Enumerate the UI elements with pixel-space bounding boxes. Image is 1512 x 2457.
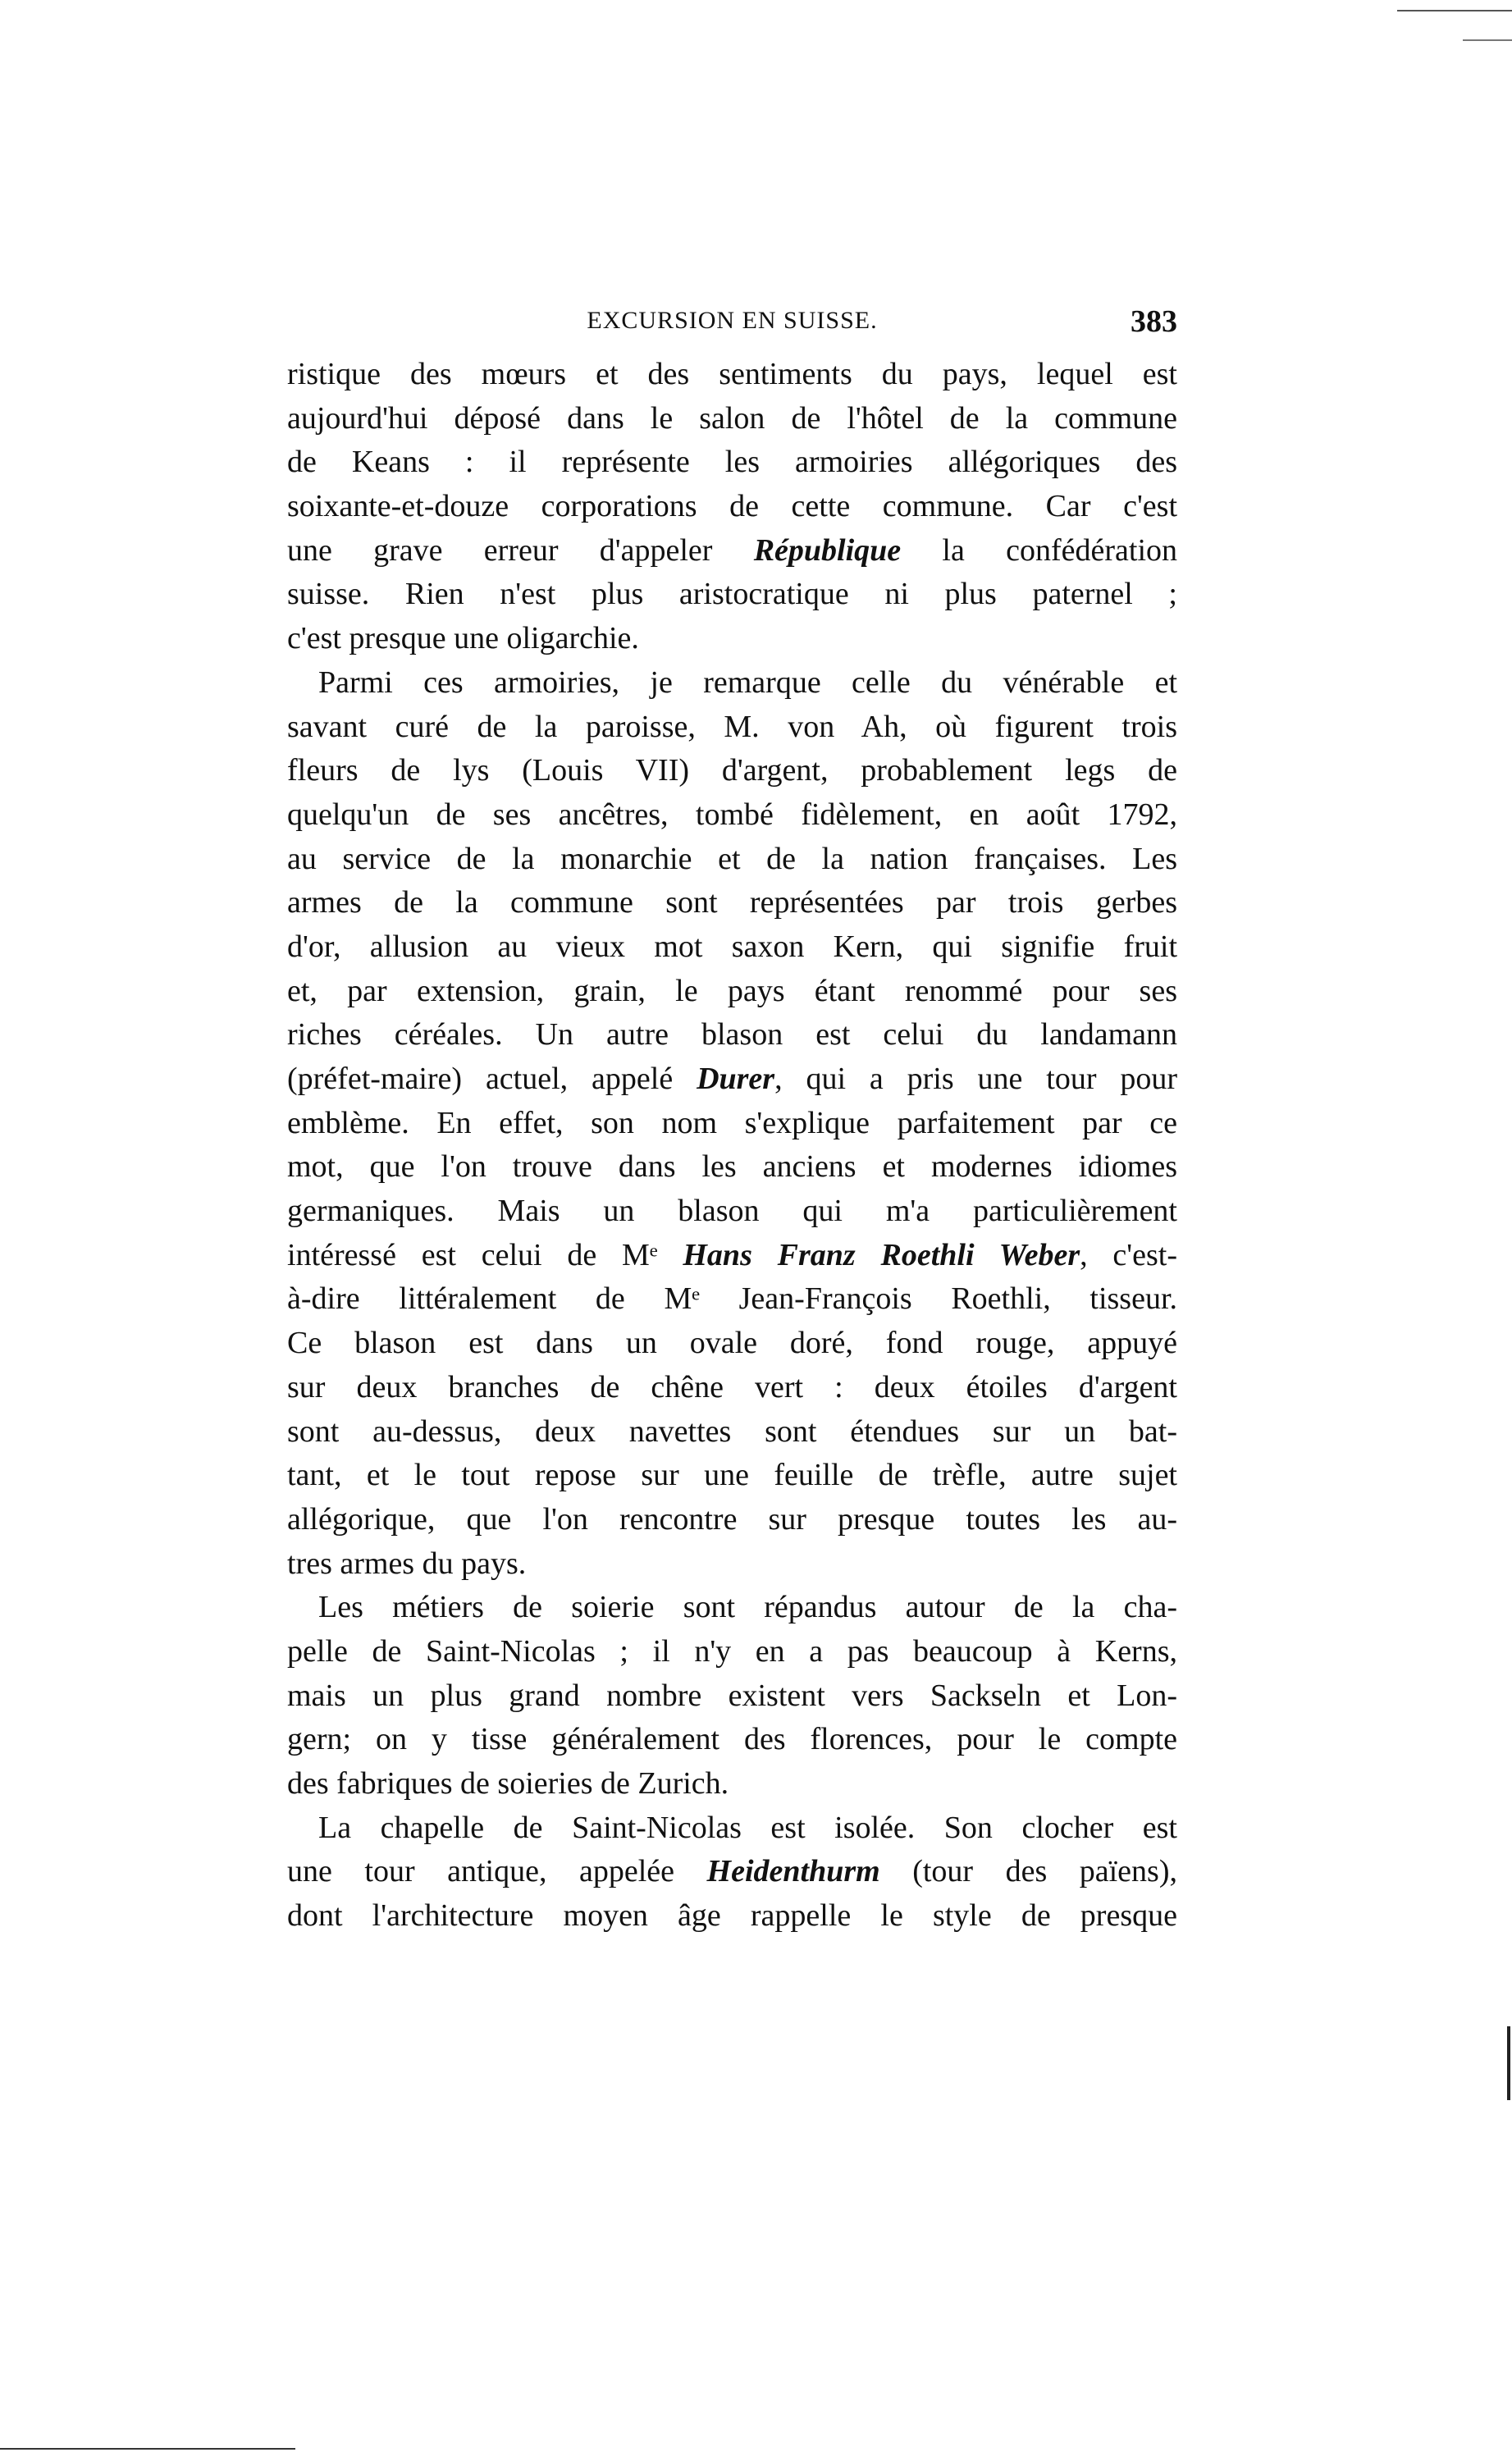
text-line: tant, et le tout repose sur une feuille de trèfle, autre sujet [287, 1458, 1177, 1493]
text-line: c'est presque une oligarchie. [287, 621, 639, 656]
text-line: aujourd'hui déposé dans le salon de l'hôtel de la commune [287, 400, 1177, 436]
scan-bottom-rule [0, 2448, 295, 2450]
text-line: mot, que l'on trouve dans les anciens et modernes idiomes [287, 1149, 1177, 1185]
text-line: des fabriques de soieries de Zurich. [287, 1766, 729, 1801]
text-line: mais un plus grand nombre existent vers Sackseln et Lon- [287, 1678, 1177, 1713]
text-line: allégorique, que l'on rencontre sur presque toutes les au- [287, 1501, 1177, 1537]
scan-edge-mark [1507, 2026, 1510, 2100]
text-line: fleurs de lys (Louis VII) d'argent, probablement legs de [287, 753, 1177, 788]
running-title: EXCURSION EN SUISSE. [587, 307, 878, 334]
text-line: soixante-et-douze corporations de cette commune. Car c'est [287, 489, 1177, 524]
italic-term: Hans Franz Roethli Weber [683, 1237, 1080, 1272]
text-line: quelqu'un de ses ancêtres, tombé fidèlement, en août 1792, [287, 797, 1177, 832]
page-header [287, 304, 1177, 345]
text-line: d'or, allusion au vieux mot saxon Kern, qui signifie fruit [287, 929, 1177, 964]
text-line: emblème. En effet, son nom s'explique parfaitement par ce [287, 1105, 1177, 1140]
body-text [287, 353, 1177, 1939]
text-line: suisse. Rien n'est plus aristocratique ni plus paternel ; [287, 577, 1177, 612]
text-line: (préfet-maire) actuel, appelé Durer, qui a pris une tour pour [287, 1062, 1177, 1096]
text-line: de Keans : il représente les armoiries allégoriques des [287, 445, 1177, 480]
text-line: à-dire littéralement de Mᵉ Jean-François Roethli, tisseur. [287, 1281, 1177, 1317]
paragraph-start-line: Les métiers de soierie sont répandus autour de la cha- [318, 1590, 1177, 1625]
text-line: une tour antique, appelée Heidenthurm (tour des païens), [287, 1854, 1177, 1889]
scan-edge-rule [1463, 39, 1512, 41]
text-line: armes de la commune sont représentées par trois gerbes [287, 885, 1177, 920]
text-line: gern; on y tisse généralement des florences, pour le compte [287, 1722, 1177, 1757]
text-line: pelle de Saint-Nicolas ; il n'y en a pas beaucoup à Kerns, [287, 1633, 1177, 1669]
text-line: sont au-dessus, deux navettes sont étendues sur un bat- [287, 1413, 1177, 1449]
text-line: ristique des mœurs et des sentiments du pays, lequel est [287, 357, 1177, 391]
italic-term: Durer [697, 1062, 775, 1096]
italic-term: Heidenthurm [706, 1854, 880, 1889]
text-line: Ce blason est dans un ovale doré, fond rouge, appuyé [287, 1326, 1177, 1361]
scan-edge-rule [1397, 10, 1512, 11]
paragraph-start-line: La chapelle de Saint-Nicolas est isolée. Son clocher est [318, 1810, 1177, 1845]
paragraph-start-line: Parmi ces armoiries, je remarque celle du vénérable et [318, 664, 1177, 700]
text-line: germaniques. Mais un blason qui m'a particulièrement [287, 1194, 1177, 1229]
text-line: dont l'architecture moyen âge rappelle le style de presque [287, 1898, 1177, 1934]
text-line: intéressé est celui de Mᵉ Hans Franz Roethli Weber, c'est- [287, 1237, 1177, 1272]
text-line: au service de la monarchie et de la nation françaises. Les [287, 841, 1177, 876]
text-line: riches céréales. Un autre blason est celui du landamann [287, 1017, 1177, 1053]
text-line: et, par extension, grain, le pays étant renommé pour ses [287, 973, 1177, 1008]
text-line: sur deux branches de chêne vert : deux étoiles d'argent [287, 1369, 1177, 1404]
text-line: tres armes du pays. [287, 1546, 527, 1581]
text-line: une grave erreur d'appeler République la confédération [287, 532, 1178, 568]
italic-term: République [753, 532, 902, 568]
page-number: 383 [1131, 304, 1177, 339]
text-line: savant curé de la paroisse, M. von Ah, où figurent trois [287, 709, 1177, 744]
